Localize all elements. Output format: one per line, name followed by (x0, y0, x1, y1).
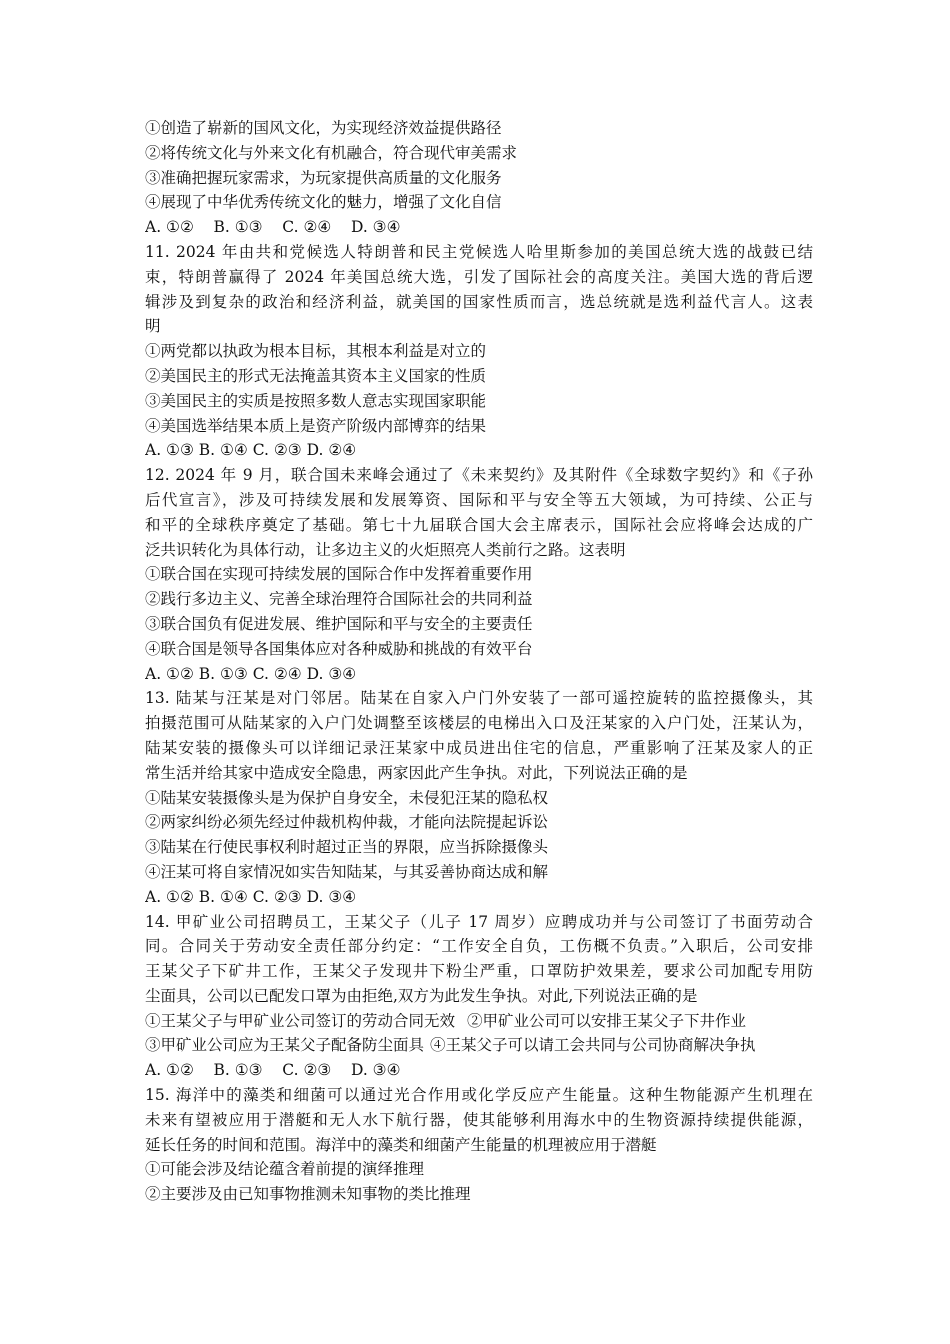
question-stem-line: 13. 陆某与汪某是对门邻居。陆某在自家入户门外安装了一部可遥控旋转的监控摄像头，其 (145, 689, 813, 708)
option-line: ②两家纠纷必须先经过仲裁机构仲裁，才能向法院提起诉讼 (145, 813, 549, 832)
option-line: ④联合国是领导各国集体应对各种威胁和挑战的有效平台 (145, 639, 533, 658)
option-line: ③陆某在行使民事权利时超过正当的界限，应当拆除摄像头 (145, 838, 549, 857)
question-stem-line: 常生活并给其家中造成安全隐患，两家因此产生争执。对此，下列说法正确的是 (145, 763, 688, 782)
option-line: ③美国民主的实质是按照多数人意志实现国家职能 (145, 391, 487, 410)
option-item: ④王某父子可以请工会共同与公司协商解决争执 (430, 1036, 756, 1055)
option-line: ①陆某安装摄像头是为保护自身安全，未侵犯汪某的隐私权 (145, 788, 549, 807)
answer-choices: A. ①② B. ①③ C. ②③ D. ③④ (145, 1061, 401, 1080)
option-line: ①联合国在实现可持续发展的国际合作中发挥着重要作用 (145, 565, 533, 584)
question-14 (145, 910, 813, 1084)
question-stem-line: 束，特朗普赢得了 2024 年美国总统大选，引发了国际社会的高度关注。美国大选的背后逻 (145, 267, 813, 286)
question-stem-line: 12. 2024 年 9 月，联合国未来峰会通过了《未来契约》及其附件《全球数字契约》和《子孙 (145, 466, 813, 485)
question-13 (145, 686, 813, 909)
option-line: ②践行多边主义、完善全球治理符合国际社会的共同利益 (145, 590, 533, 609)
question-stem-line: 王某父子下矿井工作，王某父子发现井下粉尘严重，口罩防护效果差，要求公司加配专用防 (145, 962, 813, 981)
answer-choices: A. ①② B. ①③ C. ②④ D. ③④ (145, 664, 357, 683)
option-line: ③联合国负有促进发展、维护国际和平与安全的主要责任 (145, 614, 533, 633)
option-row (145, 1009, 813, 1034)
question-stem-line: 拍摄范围可从陆某家的入户门处调整至该楼层的电梯出入口及汪某家的入户门处，汪某认为， (145, 714, 813, 733)
question-15 (145, 1083, 813, 1207)
answer-choices: A. ①② B. ①③ C. ②④ D. ③④ (145, 218, 401, 237)
question-stem-line: 明 (145, 317, 161, 336)
question-10 (145, 116, 813, 240)
option-line: ①创造了崭新的国风文化，为实现经济效益提供路径 (145, 119, 502, 137)
question-stem-line: 和平的全球秩序奠定了基础。第七十九届联合国大会主席表示，国际社会应将峰会达成的广 (145, 515, 813, 534)
option-line: ④展现了中华优秀传统文化的魅力，增强了文化自信 (145, 193, 502, 212)
option-item: ②甲矿业公司可以安排王某父子下井作业 (467, 1011, 747, 1030)
question-stem-line: 陆某安装的摄像头可以详细记录汪某家中成员进出住宅的信息，严重影响了汪某及家人的正 (145, 738, 813, 757)
question-11 (145, 240, 813, 463)
answer-choices: A. ①② B. ①④ C. ②③ D. ③④ (145, 887, 357, 906)
question-stem-line: 后代宣言》，涉及可持续发展和发展筹资、国际和平与安全等五大领域，为可持续、公正与 (145, 490, 813, 509)
question-stem-line: 14. 甲矿业公司招聘员工，王某父子（儿子 17 周岁）应聘成功并与公司签订了书面劳动合 (145, 912, 813, 931)
option-item: ③甲矿业公司应为王某父子配备防尘面具 (145, 1036, 425, 1055)
question-stem-line: 泛共识转化为具体行动，让多边主义的火炬照亮人类前行之路。这表明 (145, 540, 626, 559)
answer-choices: A. ①③ B. ①④ C. ②③ D. ②④ (145, 441, 357, 460)
option-row (145, 1033, 813, 1058)
option-line: ②美国民主的形式无法掩盖其资本主义国家的性质 (145, 366, 487, 385)
option-line: ③准确把握玩家需求，为玩家提供高质量的文化服务 (145, 168, 502, 187)
question-stem-line: 尘面具，公司以已配发口罩为由拒绝,双方为此发生争执。对此,下列说法正确的是 (145, 986, 698, 1005)
option-line: ②将传统文化与外来文化有机融合，符合现代审美需求 (145, 143, 518, 162)
question-stem-line: 同。合同关于劳动安全责任部分约定：“工作安全自负，工伤概不负责。”入职后，公司安排 (145, 937, 813, 956)
option-line: ①可能会涉及结论蕴含着前提的演绎推理 (145, 1160, 425, 1179)
question-12 (145, 463, 813, 686)
option-line: ②主要涉及由已知事物推测未知事物的类比推理 (145, 1185, 471, 1204)
option-line: ①两党都以执政为根本目标，其根本利益是对立的 (145, 342, 487, 361)
page-content (145, 116, 813, 1207)
question-stem-line: 15. 海洋中的藻类和细菌可以通过光合作用或化学反应产生能量。这种生物能源产生机理在 (145, 1086, 813, 1105)
question-stem-line: 延长任务的时间和范围。海洋中的藻类和细菌产生能量的机理被应用于潜艇 (145, 1135, 657, 1154)
question-stem-line: 11. 2024 年由共和党候选人特朗普和民主党候选人哈里斯参加的美国总统大选的战鼓已结 (145, 242, 813, 261)
option-line: ④汪某可将自家情况如实告知陆某，与其妥善协商达成和解 (145, 862, 549, 881)
question-stem-line: 未来有望被应用于潜艇和无人水下航行器，使其能够利用海水中的生物资源持续提供能源， (145, 1110, 813, 1129)
option-line: ④美国选举结果本质上是资产阶级内部博弈的结果 (145, 416, 487, 435)
question-stem-line: 辑涉及到复杂的政治和经济利益，就美国的国家性质而言，选总统就是选利益代言人。这表 (145, 292, 813, 311)
option-item: ①王某父子与甲矿业公司签订的劳动合同无效 (145, 1011, 456, 1030)
